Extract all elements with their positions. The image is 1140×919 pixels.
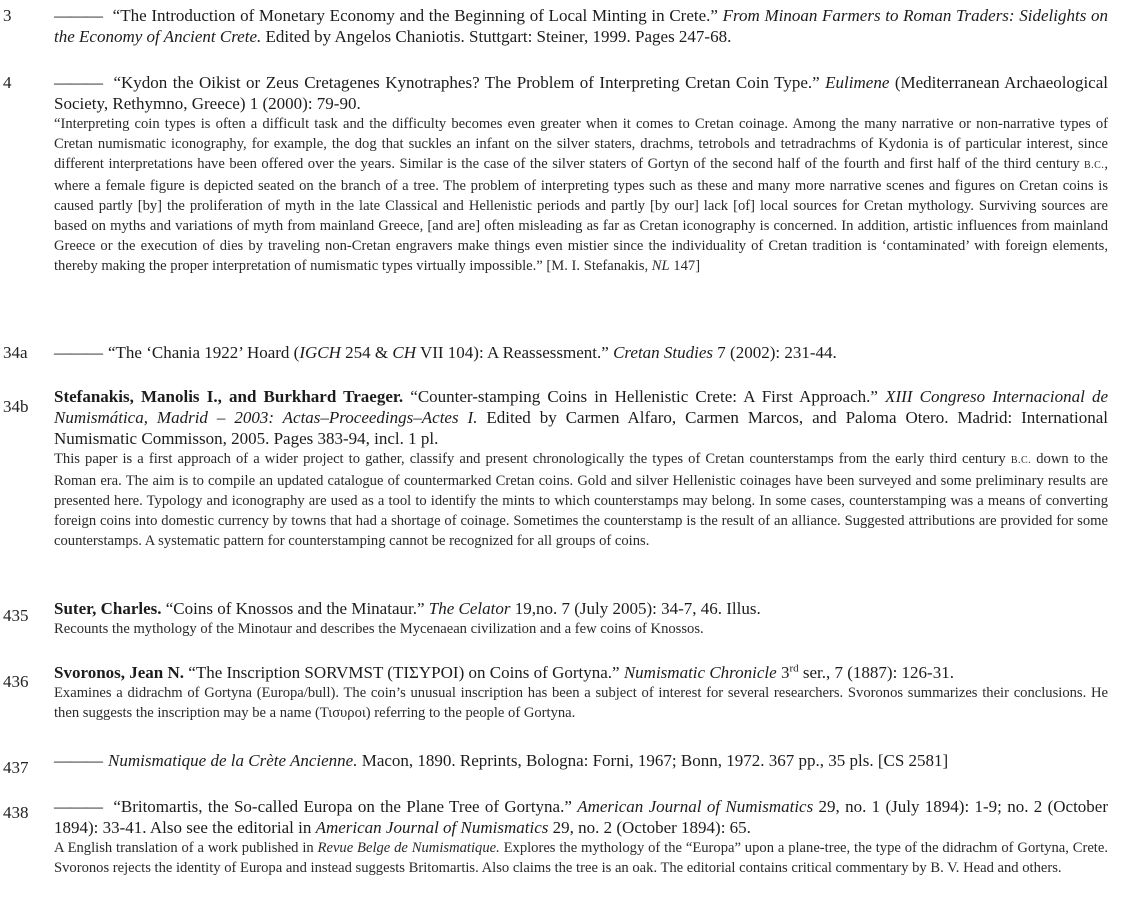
entry-citation: Suter, Charles. “Coins of Knossos and the Minataur.” The Celator 19,no. 7 (July 2005): 34-7, 46. Illus. [54,599,761,618]
entry-citation: Stefanakis, Manolis I., and Burkhard Traeger. “Counter-stamping Coins in Hellenistic Crete: A First Approach.” XIII Congreso Internacional de Numismática, Madrid – 2003: Actas–Proceedings–Actes I. Edited by Carmen Alfaro, Carmen Marcos, and Paloma Otero. Madrid: International Numismatic Commisson, 2005. Pages 383-94, incl. 1 pl. [54,387,1108,448]
entry-author: Stefanakis, Manolis I., and Burkhard Traeger. [54,387,404,406]
entry-number: 3 [3,6,12,25]
entry-number: 34b [3,397,29,416]
publication-title: American Journal of Numismatics [577,797,814,816]
entry-citation: ——— Numismatique de la Crète Ancienne. Macon, 1890. Reprints, Bologna: Forni, 1967; Bonn, 1972. 367 pp., 35 pls. [CS 2581] [54,751,949,770]
entry-body [54,342,1108,363]
entry-body [54,796,1108,878]
entry-annotation: Recounts the mythology of the Minotaur and describes the Mycenaean civilization and a few coins of Knossos. [54,621,704,637]
entry-author: Suter, Charles. [54,599,162,618]
entry-number: 437 [3,758,29,777]
entry-number: 4 [3,73,12,92]
entry-body [54,5,1108,47]
entry-number: 34a [3,343,28,362]
entry-citation: ——— “Britomartis, the So-called Europa on the Plane Tree of Gortyna.” American Journal of Numismatics 29, no. 1 (July 1894): 1-9; no. 2 (October 1894): 33-41. Also see the editorial in American Journal of Numismatics 29, no. 2 (October 1894): 65. [54,797,1108,837]
author-repeat-dash: ——— [54,73,102,92]
author-repeat-dash: ——— [54,6,102,25]
publication-title: From Minoan Farmers to Roman Traders: Sidelights on the Economy of Ancient Crete. [54,6,1109,46]
entry-body [54,598,1108,639]
entry-citation: Svoronos, Jean N. “The Inscription SORVMST (ΤΙΣΥΡΟΙ) on Coins of Gortyna.” Numismatic Chronicle 3rd ser., 7 (1887): 126-31. [54,662,954,682]
entry-citation: ——— “Kydon the Oikist or Zeus Cretagenes Kynotraphes? The Problem of Interpreting Cretan Coin Type.” Eulimene (Mediterranean Archaeological Society, Rethymno, Greece) 1 (2000): 79-90. [54,73,1108,113]
entry-number: 438 [3,803,29,822]
author-repeat-dash: ——— [54,751,102,770]
publication-title: Eulimene [825,73,890,92]
entry-annotation: “Interpreting coin types is often a difficult task and the difficulty becomes even greater when it comes to Cretan coinage. Among the many narrative or non-narrative types of Cretan numismatic iconography, for example, the dog that suckles an infant on the silver staters, drachms, tetrobols and tetradrachms of Kydonia is of particular interest, since different interpretations have been offered over the years. Similar is the case of the silver staters of Gortyn of the second half of the fourth and first half of the third century B.C., where a female figure is depicted seated on the branch of a tree. The problem of interpreting types such as these and many more narrative scenes and figures on Cretan coins is caused partly [by] the proliferation of myth in the late Classical and Hellenistic periods and partly [by our] lack [of] local sources for Cretan mythology. Surviving sources are based on myths and variations of myth from mainland Greece, [and are] often misleading as far as Cretan iconography is concerned. In addition, artistic influences from mainland Greece or the execution of dies by traveling non-Cretan engravers make things even mistier since the individuality of Cretan tradition is ‘contaminated’ with foreign elements, thereby making the proper interpretation of numismatic types virtually impossible.” [M. I. Stefanakis, NL 147] [54,116,1108,274]
entry-citation: ——— “The Introduction of Monetary Economy and the Beginning of Local Minting in Crete.” From Minoan Farmers to Roman Traders: Sidelights on the Economy of Ancient Crete. Edited by Angelos Chaniotis. Stuttgart: Steiner, 1999. Pages 247-68. [54,6,1109,46]
entry-body [54,662,1108,723]
entry-citation: ——— “The ‘Chania 1922’ Hoard (IGCH 254 & CH VII 104): A Reassessment.” Cretan Studies 7 (2002): 231-44. [54,343,837,362]
entry-annotation: Examines a didrachm of Gortyna (Europa/bull). The coin’s unusual inscription has been a subject of interest for several researchers. Svoronos summarizes their conclusions. He then suggests the inscription may be a name (Τισυροι) referring to the people of Gortyna. [54,685,1108,721]
entry-body [54,386,1108,551]
publication-title: The Celator [428,599,511,618]
entry-body [54,750,1108,771]
publication-title: XIII Congreso Internacional de Numismática, Madrid – 2003: Actas–Proceedings–Actes I. [54,387,1108,427]
author-repeat-dash: ——— [54,343,102,362]
entry-author: Svoronos, Jean N. [54,663,185,682]
publication-title: Numismatic Chronicle [623,663,777,682]
author-repeat-dash: ——— [54,797,102,816]
entry-annotation: This paper is a first approach of a wider project to gather, classify and present chronologically the types of Cretan counterstamps from the early third century B.C. down to the Roman era. The aim is to compile an updated catalogue of countermarked Cretan coins. Gold and silver Hellenistic coinages have been surveyed and some preliminary results are presented here. Typology and iconography are used as a tool to identify the mints to which counterstamps may belong. In some cases, counterstamping was a means of converting foreign coins into domestic currency by towns that had a shortage of coinage. Sometimes the counterstamp is the result of an alliance. Suggested attributions are provided for some counterstamps. A systematic pattern for counterstamping cannot be recognized for all groups of coins. [54,451,1108,549]
entry-number: 435 [3,606,29,625]
entry-body [54,72,1108,276]
entry-annotation: A English translation of a work published in Revue Belge de Numismatique. Explores the mythology of the “Europa” upon a plane-tree, the type of the didrachm of Gortyna, Crete. Svoronos rejects the identity of Europa and instead suggests Britomartis. Also claims the tree is an oak. The editorial contains critical commentary by B. V. Head and others. [54,840,1108,876]
publication-title: Numismatique de la Crète Ancienne. [108,751,358,770]
entry-number: 436 [3,672,29,691]
publication-title: Cretan Studies [613,343,714,362]
